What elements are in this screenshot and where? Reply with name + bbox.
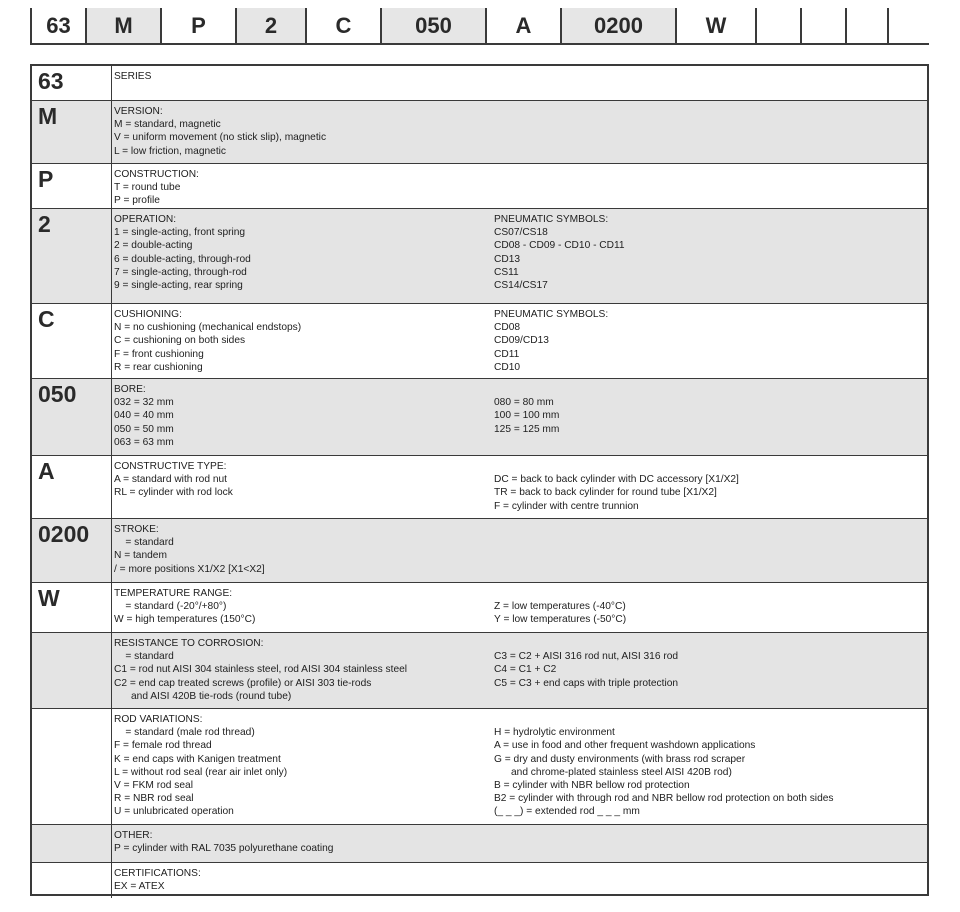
spec-row: [32, 863, 927, 898]
spec-row-title: SERIES: [114, 71, 152, 82]
spec-row-code: 63: [32, 66, 112, 100]
code-bar-cell: C: [307, 8, 382, 43]
spec-option-secondary: DC = back to back cylinder with DC accessory [X1/X2]: [494, 474, 739, 486]
spec-col2-title: [494, 70, 927, 83]
spec-row-title: CUSHIONING:: [114, 309, 182, 320]
spec-option: 050 = 50 mm: [114, 423, 174, 435]
spec-row-code: 2: [32, 209, 112, 303]
spec-row: [32, 164, 927, 209]
spec-option: C1 = rod nut AISI 304 stainless steel, rod AISI 304 stainless steel: [114, 664, 408, 676]
spec-row: [32, 379, 927, 456]
spec-option: N = no cushioning (mechanical endstops): [114, 322, 302, 334]
spec-option-secondary: CS07/CS18: [494, 227, 548, 239]
code-bar-cell: M: [87, 8, 162, 43]
spec-row: [32, 304, 927, 379]
spec-row-title: CERTIFICATIONS:: [114, 868, 201, 879]
spec-option: 9 = single-acting, rear spring: [114, 280, 243, 292]
spec-option: K = end caps with Kanigen treatment: [114, 753, 281, 765]
spec-option: = standard (-20°/+80°): [114, 601, 227, 613]
spec-row-title: OPERATION:: [114, 214, 177, 225]
spec-option-secondary: CD11: [494, 348, 520, 360]
spec-option: P = profile: [114, 195, 160, 207]
spec-col2-title: [494, 523, 927, 536]
spec-option-secondary: C3 = C2 + AISI 316 rod nut, AISI 316 rod: [494, 651, 679, 663]
spec-option: M = standard, magnetic: [114, 119, 221, 131]
spec-option: F = front cushioning: [114, 348, 204, 360]
spec-col2-title: [494, 637, 927, 650]
spec-option: 040 = 40 mm: [114, 410, 174, 422]
spec-option: = standard: [114, 651, 174, 663]
spec-option: 7 = single-acting, through-rod: [114, 266, 247, 278]
spec-col2-title: [494, 713, 927, 726]
spec-row-title: RESISTANCE TO CORROSION:: [114, 638, 264, 649]
code-bar-cell: P: [162, 8, 237, 43]
code-bar-cell: 0200: [562, 8, 677, 43]
spec-option-secondary: 125 = 125 mm: [494, 423, 560, 435]
spec-row-code: [32, 709, 112, 824]
spec-option-secondary: and chrome-plated stainless steel AISI 420B rod): [494, 766, 732, 778]
spec-option: W = high temperatures (150°C): [114, 614, 256, 626]
code-bar-cell: [802, 8, 847, 43]
spec-option-secondary: C5 = C3 + end caps with triple protection: [494, 677, 679, 689]
spec-option: RL = cylinder with rod lock: [114, 487, 233, 499]
spec-option: 032 = 32 mm: [114, 397, 174, 409]
spec-col2-title: [494, 587, 927, 600]
spec-col2-title: [494, 105, 927, 118]
code-bar-cell: W: [677, 8, 757, 43]
spec-option: = standard (male rod thread): [114, 727, 255, 739]
code-bar-cell: A: [487, 8, 562, 43]
code-bar-cell: 050: [382, 8, 487, 43]
spec-row-title: BORE:: [114, 384, 146, 395]
spec-option-secondary: (_ _ _) = extended rod _ _ _ mm: [494, 806, 640, 818]
spec-option-secondary: TR = back to back cylinder for round tube [X1/X2]: [494, 487, 717, 499]
spec-row: [32, 633, 927, 709]
spec-option-secondary: Y = low temperatures (-50°C): [494, 614, 627, 626]
spec-option: L = without rod seal (rear air inlet only): [114, 766, 288, 778]
order-code-spec-table: [30, 64, 929, 896]
spec-option: P = cylinder with RAL 7035 polyurethane coating: [114, 843, 334, 855]
spec-option: V = FKM rod seal: [114, 780, 193, 792]
spec-option-secondary: CD09/CD13: [494, 335, 549, 347]
spec-row: [32, 709, 927, 825]
spec-row-title: STROKE:: [114, 524, 159, 535]
spec-col2-title: [494, 168, 927, 181]
spec-col2-title: [494, 383, 927, 396]
spec-option-secondary: G = dry and dusty environments (with brass rod scraper: [494, 753, 746, 765]
spec-option-secondary: CS11: [494, 266, 519, 278]
spec-row: [32, 583, 927, 633]
spec-option: 6 = double-acting, through-rod: [114, 253, 251, 265]
spec-row-code: 0200: [32, 519, 112, 582]
spec-option-secondary: H = hydrolytic environment: [494, 727, 615, 739]
spec-row-code: P: [32, 164, 112, 208]
spec-row-code: [32, 863, 112, 898]
spec-option: 063 = 63 mm: [114, 436, 174, 448]
spec-row-code: M: [32, 101, 112, 163]
spec-option: EX = ATEX: [114, 881, 165, 893]
spec-col2-title: [494, 829, 927, 842]
spec-option-secondary: C4 = C1 + C2: [494, 664, 557, 676]
spec-option-secondary: 080 = 80 mm: [494, 397, 554, 409]
code-bar-cell: 2: [237, 8, 307, 43]
spec-option: N = tandem: [114, 550, 167, 562]
spec-option-secondary: CD13: [494, 253, 521, 265]
spec-option: L = low friction, magnetic: [114, 145, 227, 157]
spec-row-code: 050: [32, 379, 112, 455]
spec-option: U = unlubricated operation: [114, 806, 234, 818]
spec-row: [32, 456, 927, 519]
spec-option-secondary: Z = low temperatures (-40°C): [494, 601, 626, 613]
spec-option-secondary: CS14/CS17: [494, 280, 548, 292]
spec-option: R = NBR rod seal: [114, 793, 194, 805]
spec-row-code: A: [32, 456, 112, 518]
spec-option: R = rear cushioning: [114, 361, 203, 373]
spec-option-secondary: CD10: [494, 361, 521, 373]
spec-option: F = female rod thread: [114, 740, 212, 752]
spec-row: [32, 825, 927, 863]
spec-option: A = standard with rod nut: [114, 474, 227, 486]
spec-row-title: CONSTRUCTIVE TYPE:: [114, 461, 227, 472]
code-bar-cell: 63: [32, 8, 87, 43]
spec-option: 2 = double-acting: [114, 240, 193, 252]
spec-option: V = uniform movement (no stick slip), magnetic: [114, 132, 327, 144]
spec-option: C = cushioning on both sides: [114, 335, 246, 347]
code-bar-cell: [847, 8, 889, 43]
spec-col2-title: [494, 867, 927, 880]
order-code-bar: [30, 8, 929, 45]
spec-row-code: W: [32, 583, 112, 632]
spec-option-secondary: CD08 - CD09 - CD10 - CD11: [494, 240, 625, 252]
spec-option-secondary: F = cylinder with centre trunnion: [494, 500, 639, 512]
spec-row-code: [32, 825, 112, 862]
spec-option-secondary: 100 = 100 mm: [494, 410, 560, 422]
spec-row: [32, 101, 927, 164]
spec-option-secondary: B = cylinder with NBR bellow rod protection: [494, 780, 690, 792]
code-bar-cell: [757, 8, 802, 43]
spec-option: 1 = single-acting, front spring: [114, 227, 246, 239]
spec-option: and AISI 420B tie-rods (round tube): [114, 690, 292, 702]
spec-row-title: VERSION:: [114, 106, 163, 117]
spec-col2-title: PNEUMATIC SYMBOLS:: [494, 309, 609, 320]
spec-option: / = more positions X1/X2 [X1<X2]: [114, 563, 265, 575]
spec-option: = standard: [114, 537, 174, 549]
spec-row: [32, 66, 927, 101]
spec-col2-title: [494, 460, 927, 473]
spec-option-secondary: CD08: [494, 322, 521, 334]
spec-row-title: CONSTRUCTION:: [114, 169, 199, 180]
spec-row-code: C: [32, 304, 112, 378]
spec-row: [32, 209, 927, 304]
spec-row: [32, 519, 927, 583]
spec-option: C2 = end cap treated screws (profile) or AISI 303 tie-rods: [114, 677, 372, 689]
spec-row-code: [32, 633, 112, 708]
spec-option: T = round tube: [114, 182, 181, 194]
spec-option-secondary: B2 = cylinder with through rod and NBR bellow rod protection on both sides: [494, 793, 834, 805]
spec-row-title: ROD VARIATIONS:: [114, 714, 203, 725]
spec-row-title: TEMPERATURE RANGE:: [114, 588, 233, 599]
spec-col2-title: PNEUMATIC SYMBOLS:: [494, 214, 609, 225]
spec-option-secondary: A = use in food and other frequent washdown applications: [494, 740, 756, 752]
spec-row-title: OTHER:: [114, 830, 153, 841]
